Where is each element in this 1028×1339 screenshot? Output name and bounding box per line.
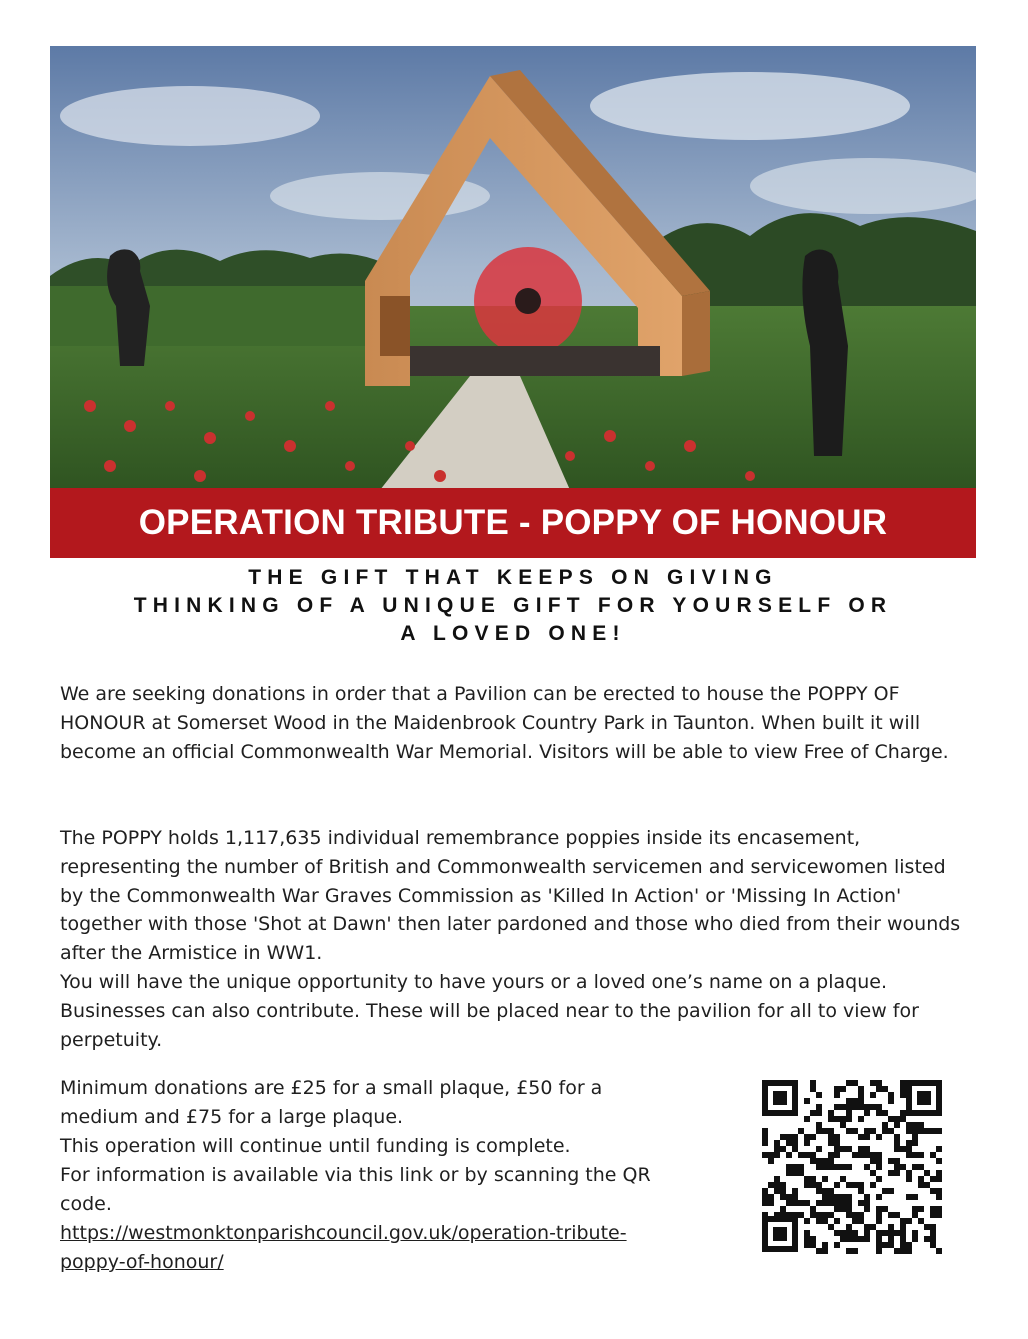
paragraph-pavilion: We are seeking donations in order that a Pavilion can be erected to house the POPPY OF HONOUR at Somerset Wood in the Maidenbrook Country Park in Taunton. When built it will become an official Commonwealth War Memorial. Visitors will be able to view Free of Charge. xyxy=(60,683,949,763)
paragraph-plaque: You will have the unique opportunity to have yours or a loved one’s name on a plaque. Businesses can also contribute. These will be placed near to the pavilion for all to view for perpetuity. xyxy=(60,971,919,1051)
donation-line-3: This operation will continue until funding is complete. xyxy=(60,1135,571,1157)
donation-line-2: medium and £75 for a large plaque. xyxy=(60,1106,404,1128)
info-link-continued[interactable] xyxy=(60,1248,740,1277)
tagline-line-1: THE GIFT THAT KEEPS ON GIVING xyxy=(248,566,778,589)
donation-line-1: Minimum donations are £25 for a small plaque, £50 for a xyxy=(60,1077,603,1099)
qr-code-icon[interactable] xyxy=(758,1076,948,1256)
info-link-line-2[interactable]: poppy-of-honour/ xyxy=(60,1251,224,1273)
page-title: OPERATION TRIBUTE - POPPY OF HONOUR xyxy=(138,503,888,542)
info-link-line-1[interactable]: https://westmonktonparishcouncil.gov.uk/operation-tribute- xyxy=(60,1222,627,1244)
info-link[interactable] xyxy=(60,1219,740,1248)
page-title-banner xyxy=(50,488,976,558)
tagline-line-3: A LOVED ONE! xyxy=(400,622,626,645)
tagline-line-2: THINKING OF A UNIQUE GIFT FOR YOURSELF OR xyxy=(133,594,893,617)
donation-line-4: For information is available via this link or by scanning the QR xyxy=(60,1164,651,1186)
pavilion-rendering-image xyxy=(50,46,976,490)
paragraph-poppy-details: The POPPY holds 1,117,635 individual remembrance poppies inside its encasement, representing the number of British and Commonwealth servicemen and servicewomen listed by the Commonwealth War Graves Commission as 'Killed In Action' or 'Missing In Action' together with those 'Shot at Dawn' then later pardoned and those who died from their wounds after the Armistice in WW1. xyxy=(60,827,961,965)
donation-line-5: code. xyxy=(60,1193,112,1215)
